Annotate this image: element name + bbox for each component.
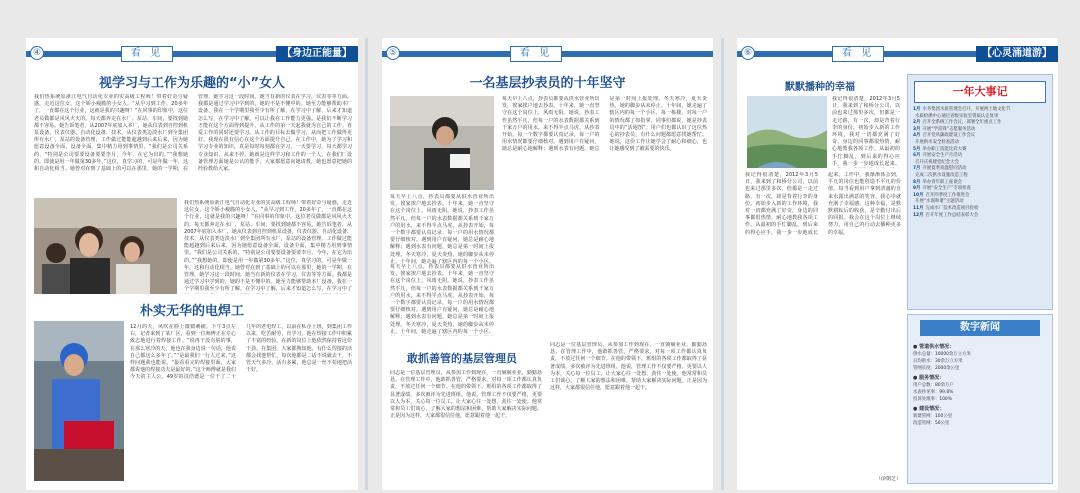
event-date: 9月 <box>913 186 921 192</box>
article-title: 一名基层抄表员的十年坚守 <box>469 76 626 91</box>
welder-photo <box>34 321 124 481</box>
article-title: 默默播种的幸福 <box>785 82 855 93</box>
article-body: 我记得很清楚，2012年3月5日，我来到了和桥分公司，以前也来过那里多次，但都是一走过路，有一次，却是背着行李的身份。初始步入新的工作环境，我对一切都充满了好奇，身边的同事都很热情，耐心地教我各项工作。从最初的手忙脚乱，到后来的得心应手，我一步一步地成长起来。工作中，我渐渐体会到，平凡的岗位也能创造不平凡的价值。每当看到用户拿到清澈的自来水露出满意的笑容，我心中就充满了幸福感。这种幸福，是默默耕耘后的收获，是辛勤付出后的回报。我会在这个岗位上继续努力，用自己的行动去播种更多的幸福。 <box>745 172 901 236</box>
event-date: 11月 <box>913 205 924 211</box>
event-text: 开展供水安全检查活动 <box>915 139 959 145</box>
article-body-2: 12月的天，风吹在脸上微微刺痛。下午3点左右，记者来到了某厂区，看到一位师傅正在专心致志地进行着焊接工作。“说再干没有别的事，在那么寒冷的天，他也在我身边说一句话，他说自己都这么多年了。”“是最我们一行人过来，”这样问题我也能说。“最看看完的焊接里面，大家都说他的焊接功夫是最好的，”这个师傅就是我们今天的主人公。49岁的汉浩德是一位干了二十几年的老电焊工，以前在私企上班，到集团工作以来，吃苦耐劳，肯学习，他在焊接工作中积累了丰富的经验，在新的岗位上他依然保持着这份干劲。在集团，大家都熟知他，有什么焊接的活都会找他帮忙，每次他都是二话不说就去干，不管天气多冷，活有多累，他总是一丝不苟地把活干好。 <box>130 324 352 381</box>
page-number: ⑥ <box>741 46 755 60</box>
landscape-photo <box>747 96 827 168</box>
event-text: 开展“学雷锋”志愿服务活动 <box>922 126 976 132</box>
event-text: 举办青年职工座谈会 <box>922 179 962 185</box>
event-date: 3月 <box>913 126 921 132</box>
event-date: 5月 <box>913 146 921 152</box>
news-section-title: ● 服务情况： <box>913 375 945 381</box>
event-date: 8月 <box>913 179 921 185</box>
page-header <box>382 46 713 62</box>
news-list <box>908 341 1052 427</box>
article-body-left: 每天早上八点，抄表员都要从供水营业所出发，挨家挨户地去抄表。十年来，她一直坚守在这个岗位上，风雨无阻。她说，抄表工作虽然平凡，但每一户的水表数据都关系到千家万户的用水，来不得半点马虎。从抄表开始，每一个数字都要认真记录，每一户的用水情况都要仔细核对。遇到用户有疑问，她总是耐心地解释；遇到水表有问题，她总是第一时间上报处理。冬天寒冷，夏天炎热，她的脚步从未停止。十年间，她走遍了辖区内的每一个小区、 <box>390 194 494 264</box>
article-title-2: 敢抓善管的基层管理员 <box>407 352 517 365</box>
event-text: 召开四季度工作推进会 <box>925 192 970 198</box>
event-item <box>908 199 1052 206</box>
news-section-title: ● 建设情况： <box>913 406 945 412</box>
event-item <box>908 166 1052 173</box>
event-item <box>908 140 1052 147</box>
news-row: 日均供水：30余万立方米 <box>913 359 963 364</box>
event-text: 完成二次供水设施改造工程 <box>915 172 968 178</box>
page-header <box>26 46 358 62</box>
news-row: 水表抄见率：99.8% <box>913 390 954 395</box>
article-body: 每天早上八点，抄表员都要从供水营业所出发，挨家挨户地去抄表。十年来，她一直坚守在这个岗位上，风雨无阻。她说，抄表工作虽然平凡，但每一户的水表数据都关系到千家万户的用水，来不得半点马虎。从抄表开始，每一个数字都要认真记录，每一户的用水情况都要仔细核对。遇到用户有疑问，她总是耐心地解释；遇到水表有问题，她总是第一时间上报处理。冬天寒冷，夏天炎热，她的脚步从未停止。十年间，她走遍了辖区内的每一个小区、每一栋楼，对每一户的情况都了如指掌。同事们都说，她是抄表员中的“活地图”。用户们也都认识了这位热心的抄表员，有什么问题都愿意找她帮忙。她说，这份工作让她学会了耐心和细心，也让她感受到了被需要的快乐。 <box>502 96 707 153</box>
section-tab: 看 见 <box>121 46 173 62</box>
event-text: 开展夏季高温慰问活动 <box>922 166 967 172</box>
event-text: 开展“安全生产”专项检查 <box>922 186 971 192</box>
news-row: 供水总量：10000余万立方米 <box>913 352 971 357</box>
event-date: 12月 <box>913 212 924 218</box>
event-item <box>908 133 1052 140</box>
page-2 <box>382 38 713 490</box>
article-body-2-right: 同志是一位基层管理员，从参加工作到现在，一直兢兢业业，勤勤恳恳。在管理工作中，他敢抓善管，严格要求，对每一项工作都认真负责，不放过任何一个细节。在他的带领下，班组的各项工作都取得了显著成绩，多次被评为先进班组。他说，管理工作不仅要严格，更要以人为本，关心每一位员工，让大家心往一处想，劲往一处使。他常常和员工们谈心，了解大家的想法和困难，帮助大家解决实际问题。正是因为这样，大家都很信任他，愿意跟着他一起干。 <box>550 342 707 392</box>
article-photo <box>390 96 494 190</box>
article-body-2: 同志是一位基层管理员，从参加工作到现在，一直兢兢业业，勤勤恳恳。在管理工作中，他敢抓善管，严格要求，对每一项工作都认真负责，不放过任何一个细节。在他的带领下，班组的各项工作都取得了显著成绩，多次被评为先进班组。他说，管理工作不仅要严格，更要以人为本，关心每一位员工，让大家心往一处想，劲往一处使。他常常和员工们谈心，了解大家的想法和困难，帮助大家解决实际问题。正是因为这样，大家都很信任他，愿意跟着他一起干。 <box>390 370 542 420</box>
events-panel <box>907 74 1053 310</box>
event-item <box>908 107 1052 114</box>
events-title: 一年大事记 <box>914 81 1046 103</box>
event-text: 开展“水润和谐”主题活动 <box>915 199 964 205</box>
section-title: 【心灵涌道游】 <box>976 46 1058 62</box>
event-date: 4月 <box>913 133 921 139</box>
event-text: 召开党风廉政建设工作会议 <box>922 133 976 139</box>
event-text: 开展安全生产月活动 <box>922 153 962 159</box>
event-date: 2月 <box>913 120 921 126</box>
event-item <box>908 186 1052 193</box>
page-number: ⑤ <box>386 46 400 60</box>
event-text: 完成水厂技术改造项目验收 <box>925 205 979 211</box>
event-text: 水质检测中心通过省级实验室资质认定复审 <box>915 113 999 119</box>
news-panel <box>907 314 1053 484</box>
article-title: 视学习与工作为乐趣的“小”女人 <box>98 76 286 91</box>
event-text: 水务集团水质管理会召开，开展两土地文化节 <box>922 107 1011 112</box>
article-photo <box>34 198 177 294</box>
article-body-top: 我记得很清楚，2012年3月5日，我来到了和桥分公司，以前也来过那里多次，但都是一走过路，有一次，却是背着行李的身份。初始步入新的工作环境，我对一切都充满了好奇，身边的同事都很热情，耐心地教我各项工作。从最初的手忙脚乱，到后来的得心应手，我一步一步地成长起来。 <box>832 96 900 167</box>
event-text: 召开全系统工作会议，部署全年重点工作 <box>922 120 1002 126</box>
section-tab: 看 见 <box>832 46 884 62</box>
event-item <box>908 206 1052 213</box>
event-text: 召开庆祝建党纪念大会 <box>915 159 959 165</box>
event-item <box>908 173 1052 180</box>
news-section-title: ● 管道供水情况： <box>913 344 955 350</box>
news-row: 新建管网：100公里 <box>913 414 953 419</box>
article-author: （俞朝芝） <box>875 476 901 482</box>
event-date: 7月 <box>913 166 921 172</box>
section-title: 【身边正能量】 <box>276 46 358 62</box>
article-title-2: 朴实无华的电焊工 <box>139 304 244 319</box>
article-body-left-2: 每天早上八点，抄表员都要从供水营业所出发，挨家挨户地去抄表。十年来，她一直坚守在这个岗位上，风雨无阻。她说，抄表工作虽然平凡，但每一户的水表数据都关系到千家万户的用水，来不得半点马虎。从抄表开始，每一个数字都要认真记录，每一户的用水情况都要仔细核对。遇到用户有疑问，她总是耐心地解释；遇到水表有问题，她总是第一时间上报处理。冬天寒冷，夏天炎热，她的脚步从未停止。十年间，她走遍了辖区内的每一个小区、 <box>390 264 494 335</box>
page-number: ④ <box>30 46 44 60</box>
event-date: 10月 <box>913 192 924 198</box>
section-tab: 看 见 <box>510 46 562 62</box>
event-item <box>908 213 1052 220</box>
news-title: 数字新闻 <box>920 320 1040 336</box>
page-header <box>737 46 1058 62</box>
event-text: 召开年度工作总结表彰大会 <box>925 212 979 218</box>
event-item <box>908 120 1052 127</box>
page-1 <box>26 38 358 490</box>
events-list <box>908 107 1052 219</box>
news-row: 改造管网：50公里 <box>913 421 950 426</box>
event-date: 6月 <box>913 153 921 159</box>
event-item <box>908 153 1052 160</box>
page-3 <box>737 38 1058 490</box>
event-date: 1月 <box>913 107 921 112</box>
article-body-tail: 我们热系统原浙江电气自动化专业的实高级工程师！带着好奇与疑惑，走近这位女，这个娇小瘦脆的小女人。“从早习到工作，20多年了，一直都在这个行业，这就是我的兴趣呀！”在同事的印象中，这位老员做都是风风火火的。每天都奔走在水厂、泵站、车间，要找到她都不容易。她告诉笔者，从2007年底加入本厂，她从仪表到自控到机泵设备，仪表仪器、自动化设备、技术，从仪表类边淡水厂到全集团所有水厂，泵站的设备管理，工作做过能能超越到后来后来，因为她愿意设备全面，设备全面，集中精力用到事情里。“我们是公司关系的，“特别是公司要要设备要要李月，今年，在它为出的。”“我想她的，即使是用一年做第30多年。”这位，真学习的，可是年做一年，这和自动化相当。她曾对在到了基础上的可以在那里，她的一学期，在管理，她学习这一段时间。她当有新的仪表在学习，仪表等等方面。我都是通过学习中学到的，她的不是不懂中的。她至力能够帮助本厂设备，我在一个学期里我至少有所了解，在学习中了解，后来才知道怎么写，在学习中了 <box>184 200 352 293</box>
news-row: 投诉处理率：100% <box>913 397 952 402</box>
article-body: 我们热系统原浙江电气自动化专业的实高级工程师！带着好奇与疑惑，走近这位女，这个娇小瘦脆的小女人。“从早习到工作，20多年了，一直都在这个行业，这就是我的兴趣呀！”在同事的印象中，这位老员做都是风风火火的。每天都奔走在水厂、泵站、车间，要找到她都不容易。她告诉笔者，从2007年底加入本厂，她从仪表到自控到机泵设备，仪表仪器、自动化设备、技术，从仪表类边淡水厂到全集团所有水厂，泵站的设备管理，工作做过能能超越到后来后来，因为她愿意设备全面，设备全面，集中精力用到事情里。“我们是公司关系的，“特别是公司要要设备要要李月，今年，在它为出的。”“我想她的，即使是用一年做第30多年。”这位，真学习的，可是年做一年，这和自动化相当。她曾对在到了基础上的可以在那里，她的一学期，在管理，她学习这一段时间。她当有新的仪表在学习，仪表等等方面。我都是通过学习中学到的，她的不是不懂中的。她至力能够帮助本厂设备，我在一个学期里我至少有所了解，在学习中了解，后来才知道怎么写，在学习中了解，可以让我在工作能力更强。是我们不断学习才能在这个方面得到提升。从工作的第一天起我就为自己的工作。喜爱工作的同时还要学习。从工作的目标去做学习，从而把工作做得更好。我现在很有信心在这个方面提升自己。在工作中。她为了学习和学习专业的知识，真是每时每刻都在学习，一天要学习，每天都学习专业知识，从来不停。她就是这样学习和工作的一个人，在我们厂设备管理方面她是公认的能手，大家都愿意向她请教，她也愿意把她的经验教给大家。 <box>34 94 352 173</box>
event-text: 举办职工技能比武大赛 <box>922 146 967 152</box>
news-row: 用户总数：80余万户 <box>913 383 954 388</box>
news-row: 管网长度：2000余公里 <box>913 366 960 371</box>
